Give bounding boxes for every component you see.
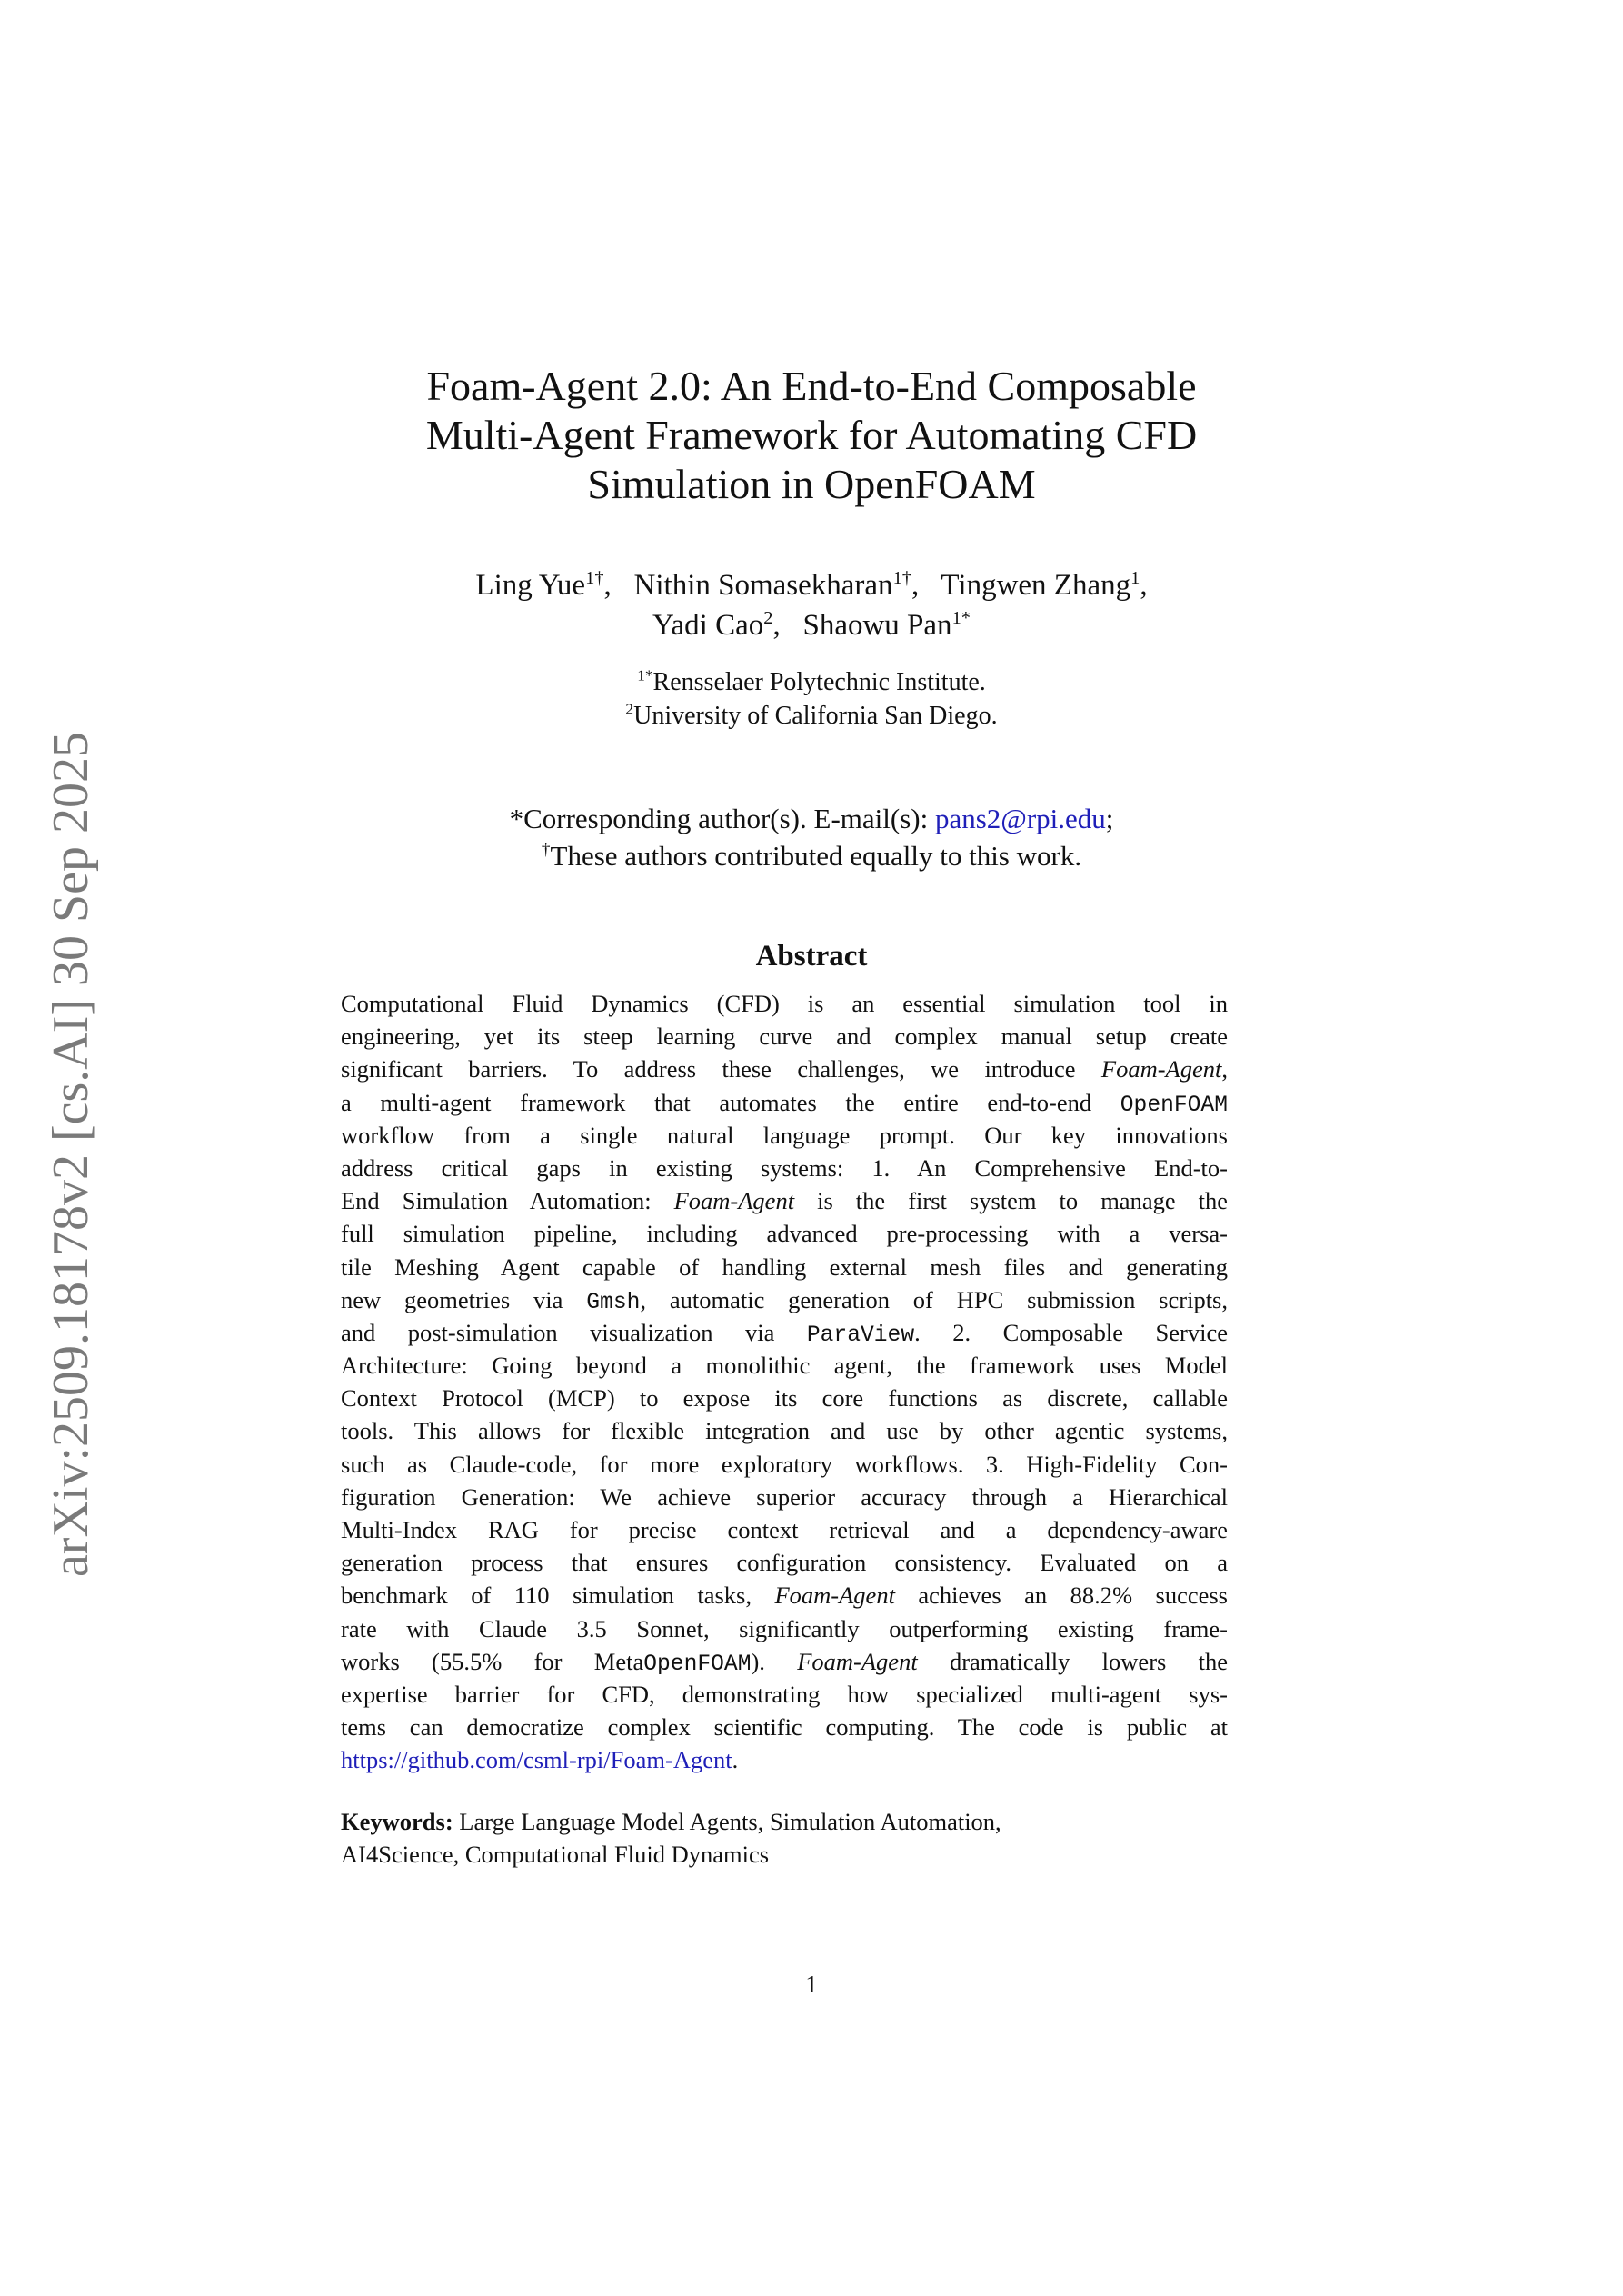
author-name: Shaowu Pan	[802, 609, 952, 642]
abstract-text: workflow from a single natural language prompt. Our key innovations	[341, 1121, 1228, 1149]
abstract-text: dramatically lowers the	[917, 1647, 1228, 1675]
abstract-text: a multi-agent framework that automates the entire end-to-end	[341, 1088, 1120, 1116]
abstract-text: ,	[1221, 1055, 1228, 1083]
author-name: Yadi Cao	[652, 609, 764, 642]
abstract-line	[341, 1711, 1228, 1743]
correspondence-note	[0, 800, 1623, 874]
abstract-text: figuration Generation: We achieve superior accuracy through a Hierarchical	[341, 1482, 1228, 1511]
author-affiliation-mark: 1†	[892, 568, 911, 588]
affiliation	[0, 699, 1623, 733]
affiliation-mark: 1*	[637, 666, 653, 684]
abstract-heading: Abstract	[755, 940, 868, 973]
abstract-line	[341, 1283, 1228, 1316]
abstract-text: tems can democratize complex scientific computing. The code is public at	[341, 1713, 1228, 1742]
abstract-text: tile Meshing Agent capable of handling external mesh files and generating	[341, 1253, 1228, 1281]
arxiv-identifier-stamp: arXiv:2509.18178v2 [cs.AI] 30 Sep 2025	[43, 731, 99, 1578]
abstract-text: rate with Claude 3.5 Sonnet, significantly outperforming existing frame-	[341, 1614, 1228, 1642]
abstract-line	[341, 1645, 1228, 1678]
correspondence-prefix: *Corresponding author(s). E-mail(s):	[509, 803, 935, 834]
abstract-text: significant barriers. To address these challenges, we introduce	[341, 1055, 1101, 1083]
code-term: ParaView	[806, 1322, 915, 1348]
abstract-text: . 2. Composable Service	[914, 1318, 1229, 1346]
abstract-line	[341, 1678, 1228, 1711]
title-line: Foam-Agent 2.0: An End-to-End Composable	[426, 363, 1197, 409]
abstract-text: generation process that ensures configuration consistency. Evaluated on a	[341, 1549, 1228, 1577]
title-line: Simulation in OpenFOAM	[587, 461, 1036, 507]
abstract-text: engineering, yet its steep learning curve and complex manual setup create	[341, 1023, 1228, 1051]
abstract-text: such as Claude-code, for more exploratory workflows. 3. High-Fidelity Con-	[341, 1450, 1228, 1478]
abstract-text: Computational Fluid Dynamics (CFD) is an essential simulation tool in	[341, 990, 1228, 1017]
abstract-line	[341, 1612, 1228, 1645]
abstract-text: benchmark of 110 simulation tasks,	[341, 1582, 775, 1610]
abstract-text: is the first system to manage the	[794, 1187, 1228, 1215]
emphasized-term: Foam-Agent	[797, 1647, 918, 1675]
abstract-line	[341, 1184, 1228, 1217]
author-affiliation-mark: 1	[1130, 568, 1140, 588]
abstract-text: .	[732, 1746, 739, 1774]
emphasized-term: Foam-Agent	[774, 1582, 895, 1610]
equal-contribution-text: These authors contributed equally to this work.	[550, 840, 1082, 872]
abstract-text: , automatic generation of HPC submission scripts,	[640, 1285, 1228, 1313]
email-link[interactable]: pans2@rpi.edu	[934, 803, 1106, 834]
abstract-text: full simulation pipeline, including advanced pre-processing with a versa-	[341, 1220, 1228, 1248]
abstract-line	[341, 1513, 1228, 1546]
abstract-line	[341, 1448, 1228, 1481]
abstract-line	[341, 1119, 1228, 1152]
author-name: Nithin Somasekharan	[633, 569, 893, 602]
author-affiliation-mark: 1†	[585, 568, 604, 588]
abstract-text: Context Protocol (MCP) to expose its core functions as discrete, callable	[341, 1384, 1228, 1413]
abstract-text: Multi-Index RAG for precise context retrieval and a dependency-aware	[341, 1516, 1228, 1543]
affiliation-text: Rensselaer Polytechnic Institute.	[652, 668, 986, 696]
abstract-text: End Simulation Automation:	[341, 1187, 674, 1215]
author-line	[0, 565, 1623, 605]
separator: ,	[772, 609, 796, 642]
abstract-line	[341, 1349, 1228, 1382]
punctuation: ;	[1105, 803, 1114, 834]
abstract-line	[341, 1053, 1228, 1085]
author-affiliation-mark: 2	[763, 608, 773, 628]
affiliation	[0, 665, 1623, 699]
abstract-text: address critical gaps in existing systems: 1. An Comprehensive End-to-	[341, 1153, 1228, 1182]
page-number: 1	[805, 1971, 818, 1998]
abstract-text: tools. This allows for flexible integration and use by other agentic systems,	[341, 1417, 1228, 1445]
affiliations	[0, 665, 1623, 733]
author-name: Ling Yue	[475, 569, 586, 602]
code-term: Gmsh	[586, 1289, 641, 1315]
code-term: OpenFOAM	[1120, 1092, 1228, 1118]
author-list	[0, 565, 1623, 645]
affiliation-text: University of California San Diego.	[633, 702, 998, 730]
code-term: OpenFOAM	[643, 1651, 752, 1677]
abstract-line	[341, 1217, 1228, 1250]
keywords-text: Large Language Model Agents, Simulation Automation,	[453, 1808, 1001, 1835]
abstract-line	[341, 1743, 1228, 1776]
abstract-line	[341, 1579, 1228, 1612]
abstract-text: and post-simulation visualization via	[341, 1318, 807, 1346]
abstract-line	[341, 1481, 1228, 1513]
paper-title	[0, 362, 1623, 509]
abstract-text: Architecture: Going beyond a monolithic agent, the framework uses Model	[341, 1352, 1228, 1380]
abstract-line	[341, 1546, 1228, 1579]
author-name: Tingwen Zhang	[941, 569, 1131, 602]
abstract-text: expertise barrier for CFD, demonstrating how specialized multi-agent sys-	[341, 1680, 1228, 1708]
abstract-line	[341, 1086, 1228, 1119]
abstract-line	[341, 1382, 1228, 1414]
abstract-text: ).	[751, 1647, 798, 1675]
keywords-label: Keywords:	[341, 1808, 453, 1835]
separator: ,	[1140, 569, 1148, 602]
abstract-text: achieves an 88.2% success	[894, 1582, 1228, 1610]
equal-contribution-mark: †	[541, 840, 551, 860]
abstract-line	[341, 1414, 1228, 1447]
abstract-text: works (55.5% for Meta	[341, 1647, 644, 1675]
affiliation-mark: 2	[625, 700, 634, 718]
emphasized-term: Foam-Agent	[673, 1187, 795, 1215]
author-affiliation-mark: 1*	[951, 608, 971, 628]
separator: ,	[603, 569, 627, 602]
code-repository-link[interactable]: https://github.com/csml-rpi/Foam-Agent	[341, 1746, 732, 1774]
abstract-line	[341, 1251, 1228, 1283]
keywords	[341, 1805, 1250, 1871]
abstract-line	[341, 1152, 1228, 1184]
keywords-text: AI4Science, Computational Fluid Dynamics	[341, 1841, 770, 1869]
title-line: Multi-Agent Framework for Automating CFD	[425, 412, 1198, 458]
abstract-body	[341, 987, 1228, 1777]
emphasized-term: Foam-Agent	[1100, 1055, 1222, 1083]
abstract-line	[341, 1316, 1228, 1349]
abstract-line	[341, 1020, 1228, 1053]
abstract-line	[341, 987, 1228, 1020]
separator: ,	[911, 569, 934, 602]
abstract-text: new geometries via	[341, 1285, 587, 1313]
author-line	[0, 605, 1623, 645]
